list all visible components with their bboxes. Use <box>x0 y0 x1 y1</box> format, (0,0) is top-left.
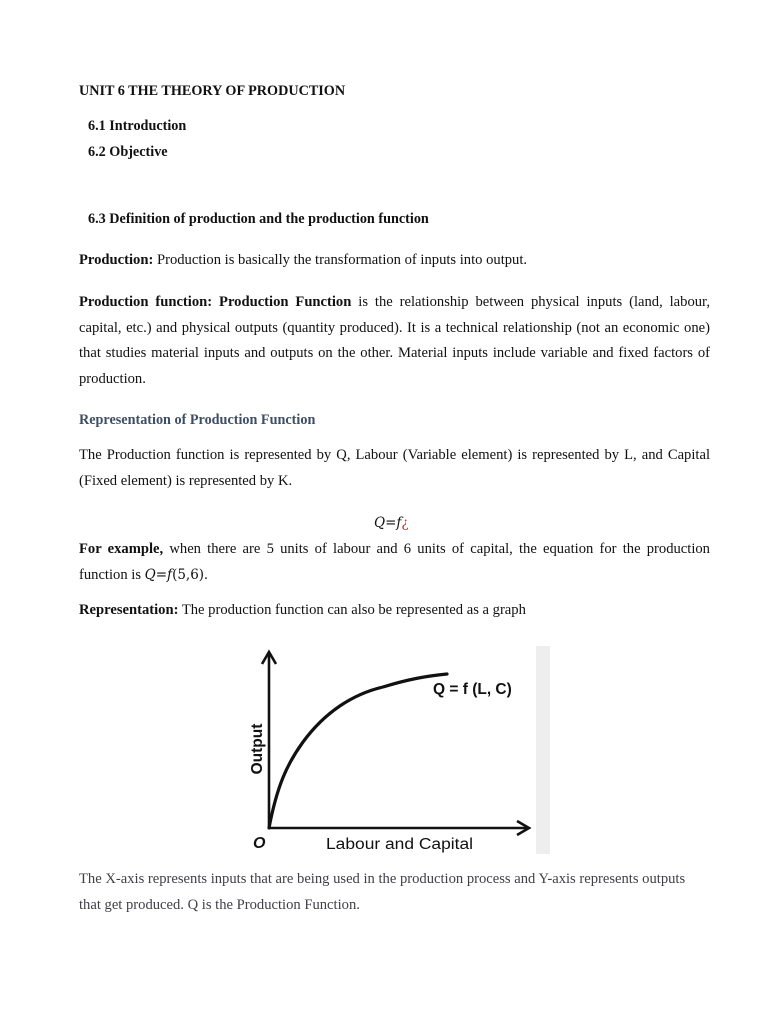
representation2-text: The production function can also be represented as a graph <box>178 602 526 618</box>
graph-svg <box>241 646 550 854</box>
representation2-term: Representation: <box>79 602 179 618</box>
equation-glyph: ¿ <box>401 515 409 531</box>
y-axis-label: Output <box>249 723 266 775</box>
production-function-term2: Production Function <box>219 294 352 310</box>
example-paragraph <box>79 537 710 588</box>
example-eq-var: Q=f <box>144 566 173 583</box>
production-curve <box>269 674 447 828</box>
production-text: Production is basically the transformation of inputs into output. <box>153 252 528 268</box>
production-function-text: is the relationship between physical inputs (land, labour, capital, etc.) and physical outputs (quantity produced). It is a technical relationship (not an economic one) that studies material inputs and outputs on the other. Material inputs include variable and fixed factors of production. <box>79 294 710 387</box>
production-function-graph <box>241 646 550 854</box>
curve-label: Q = f (L, C) <box>433 681 512 698</box>
production-function-paragraph <box>79 290 710 392</box>
section-heading: 6.3 Definition of production and the production function <box>88 211 429 227</box>
toc-item-introduction: 6.1 Introduction <box>88 118 187 134</box>
production-term: Production: <box>79 252 154 268</box>
production-definition <box>79 248 710 274</box>
equation <box>374 513 409 534</box>
x-axis-label: Labour and Capital <box>326 836 473 853</box>
toc-item-objective: 6.2 Objective <box>88 144 168 160</box>
representation-paragraph: The Production function is represented by Q, Labour (Variable element) is represented by L, and Capital (Fixed element) is represented by K. <box>79 447 710 489</box>
example-term: For example, <box>79 541 164 557</box>
representation2-paragraph <box>79 598 710 624</box>
representation-heading: Representation of Production Function <box>79 412 316 428</box>
equation-lhs: Q=f <box>374 515 402 531</box>
example-end: . <box>204 566 208 583</box>
graph-caption: The X-axis represents inputs that are being used in the production process and Y-axis represents outputs that get produced. Q is the Production Function. <box>79 871 686 913</box>
origin-label: O <box>253 835 266 852</box>
unit-title: UNIT 6 THE THEORY OF PRODUCTION <box>79 83 346 99</box>
production-function-term: Production function: <box>79 294 213 310</box>
example-text: when there are 5 units of labour and 6 units of capital, the equation for the production function is <box>79 541 710 583</box>
example-eq-args: (5,6) <box>172 566 205 583</box>
